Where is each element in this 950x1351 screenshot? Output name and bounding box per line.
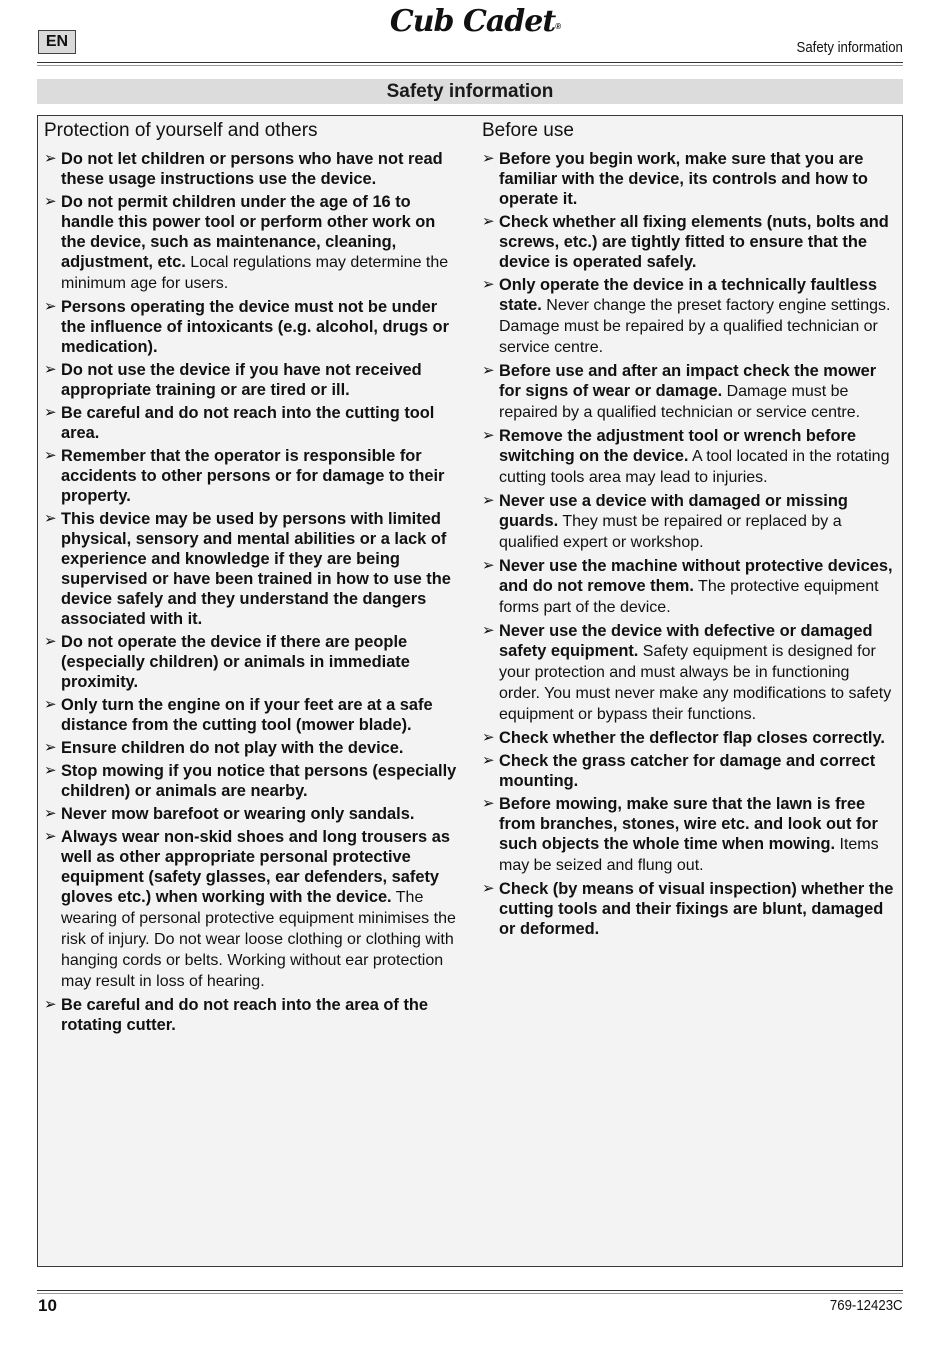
item-normal-text: The wearing of personal protective equipment minimises the risk of injury. Do not wear loose clothing or clothing with hanging cords or belts. Working without ear protection may result in loss of hearing. [61,889,456,990]
safety-list-item [44,403,464,443]
item-bold-text: Do not operate the device if there are people (especially children) or animals in immediate proximity. [61,633,410,691]
arrow-bullet-icon: ➢ [44,361,57,378]
item-bold-text: Stop mowing if you notice that persons (especially children) or animals are nearby. [61,762,457,800]
safety-list-item [44,360,464,400]
document-code: 769-12423C [830,1297,903,1314]
arrow-bullet-icon: ➢ [482,622,495,639]
safety-list-item [482,728,894,748]
item-bold-text: This device may be used by persons with limited physical, sensory and mental abilities or a lack of experience and knowledge if they are being supervised or have been trained in how to use the device safely and they understand the dangers associated with it. [61,510,451,628]
left-column [44,119,464,1038]
item-normal-text: Damage must be repaired by a qualified technician or service centre. [499,383,861,421]
arrow-bullet-icon: ➢ [482,427,495,444]
arrow-bullet-icon: ➢ [44,447,57,464]
arrow-bullet-icon: ➢ [44,633,57,650]
arrow-bullet-icon: ➢ [44,762,57,779]
item-normal-text: Never change the preset factory engine settings. Damage must be repaired by a qualified technician or service centre. [499,297,891,356]
language-badge: EN [38,30,76,54]
safety-list-item [44,446,464,506]
safety-list-item [44,149,464,189]
header-section-label: Safety information [796,39,903,56]
arrow-bullet-icon: ➢ [44,404,57,421]
brand-logo-text: Cub Cadet [389,4,556,39]
arrow-bullet-icon: ➢ [482,150,495,167]
item-bold-text: Always wear non-skid shoes and long trousers as well as other appropriate personal protective equipment (safety glasses, ear defenders, safety gloves etc.) when working with the device. [61,828,450,906]
item-bold-text: Never use the device with defective or damaged safety equipment. [499,622,873,660]
item-bold-text: Remember that the operator is responsible for accidents to other persons or for damage to their property. [61,447,445,505]
item-bold-text: Before use and after an impact check the mower for signs of wear or damage. [499,362,877,400]
item-bold-text: Only operate the device in a technically faultless state. [499,276,878,314]
item-bold-text: Check (by means of visual inspection) whether the cutting tools and their fixings are blunt, damaged or deformed. [499,880,894,938]
arrow-bullet-icon: ➢ [482,795,495,812]
arrow-bullet-icon: ➢ [44,739,57,756]
arrow-bullet-icon: ➢ [44,510,57,527]
header-rule [37,62,903,63]
item-normal-text: Safety equipment is designed for your protection and must always be in functioning order. You must never make any modifications to safety equipment or bypass their functions. [499,643,892,723]
safety-list-item [44,995,464,1035]
footer-rule-thin [37,1293,903,1294]
item-bold-text: Never use a device with damaged or missing guards. [499,492,848,530]
safety-list-item [482,361,894,423]
arrow-bullet-icon: ➢ [44,150,57,167]
safety-list-item [44,827,464,992]
right-column [482,119,894,942]
registered-mark: ® [555,22,561,31]
item-bold-text: Only turn the engine on if your feet are at a safe distance from the cutting tool (mower blade). [61,696,433,734]
arrow-bullet-icon: ➢ [482,729,495,746]
safety-list-item [482,556,894,618]
item-bold-text: Before mowing, make sure that the lawn is free from branches, stones, wire etc. and look out for such objects the whole time when mowing. [499,795,878,853]
arrow-bullet-icon: ➢ [44,298,57,315]
item-bold-text: Do not let children or persons who have not read these usage instructions use the device. [61,150,443,188]
arrow-bullet-icon: ➢ [44,193,57,210]
item-bold-text: Check the grass catcher for damage and correct mounting. [499,752,876,790]
item-normal-text: Local regulations may determine the minimum age for users. [61,254,449,292]
safety-list-item [482,794,894,876]
arrow-bullet-icon: ➢ [482,213,495,230]
item-bold-text: Check whether the deflector flap closes correctly. [499,729,885,747]
safety-list-item [44,297,464,357]
safety-list-item [482,275,894,358]
content-box [37,115,903,1267]
safety-list-item [44,738,464,758]
arrow-bullet-icon: ➢ [44,828,57,845]
item-bold-text: Check whether all fixing elements (nuts, bolts and screws, etc.) are tightly fitted to ensure that the device is operated safely. [499,213,889,271]
arrow-bullet-icon: ➢ [482,752,495,769]
safety-list-item [482,751,894,791]
brand-logo [0,4,950,39]
item-bold-text: Do not use the device if you have not received appropriate training or are tired or ill. [61,361,422,399]
item-normal-text: Items may be seized and flung out. [499,836,879,874]
safety-list-item [44,192,464,294]
item-bold-text: Never use the machine without protective devices, and do not remove them. [499,557,893,595]
safety-list-item [44,695,464,735]
item-bold-text: Do not permit children under the age of 16 to handle this power tool or perform other work on the device, such as maintenance, cleaning, adjustment, etc. [61,193,436,271]
arrow-bullet-icon: ➢ [44,696,57,713]
safety-list-item [44,761,464,801]
safety-list-item [44,804,464,824]
safety-list-item [482,491,894,553]
safety-list-item [44,632,464,692]
item-normal-text: A tool located in the rotating cutting tools area may lead to injuries. [499,448,890,486]
item-bold-text: Be careful and do not reach into the cutting tool area. [61,404,435,442]
arrow-bullet-icon: ➢ [482,276,495,293]
arrow-bullet-icon: ➢ [482,880,495,897]
item-bold-text: Remove the adjustment tool or wrench before switching on the device. [499,427,857,465]
arrow-bullet-icon: ➢ [482,492,495,509]
right-column-heading: Before use [482,120,574,141]
arrow-bullet-icon: ➢ [44,805,57,822]
arrow-bullet-icon: ➢ [482,362,495,379]
safety-list-item [44,509,464,629]
footer-rule [37,1290,903,1291]
arrow-bullet-icon: ➢ [44,996,57,1013]
right-bullet-list [482,149,894,939]
item-bold-text: Ensure children do not play with the device. [61,739,404,757]
safety-list-item [482,621,894,725]
header-rule-thin [37,65,903,66]
page-number: 10 [38,1296,57,1315]
item-bold-text: Persons operating the device must not be under the influence of intoxicants (e.g. alcohol, drugs or medication). [61,298,449,356]
left-column-heading: Protection of yourself and others [44,120,318,141]
page-title: Safety information [37,79,903,104]
safety-list-item [482,212,894,272]
safety-list-item [482,879,894,939]
item-bold-text: Be careful and do not reach into the area of the rotating cutter. [61,996,429,1034]
left-bullet-list [44,149,464,1035]
arrow-bullet-icon: ➢ [482,557,495,574]
item-bold-text: Never mow barefoot or wearing only sandals. [61,805,415,823]
safety-list-item [482,149,894,209]
safety-list-item [482,426,894,488]
item-normal-text: They must be repaired or replaced by a qualified expert or workshop. [499,513,842,551]
item-normal-text: The protective equipment forms part of the device. [499,578,879,616]
item-bold-text: Before you begin work, make sure that you are familiar with the device, its controls and how to operate it. [499,150,868,208]
